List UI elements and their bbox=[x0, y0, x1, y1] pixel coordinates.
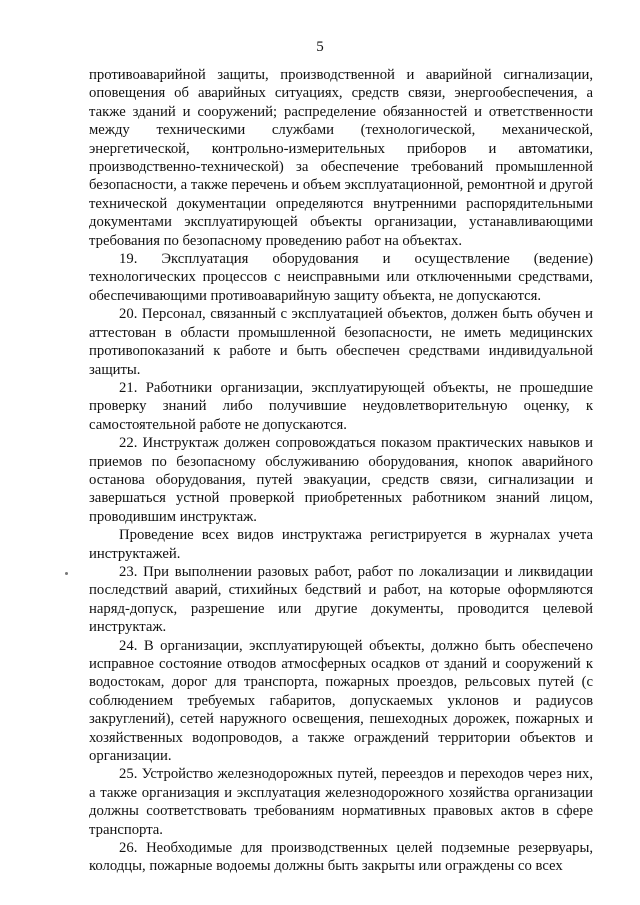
paragraph-23: 23. При выполнении разовых работ, работ по локализации и ликвидации последствий аварий, стихийных бедствий и работ, на которые оформляются наряд-допуск, разрешение или другие документы, проводится целевой инструктаж. bbox=[89, 563, 593, 636]
scan-speck bbox=[65, 572, 68, 575]
paragraph-22-note: Проведение всех видов инструктажа регистрируется в журналах учета инструктажей. bbox=[89, 527, 593, 562]
paragraph-25: 25. Устройство железнодорожных путей, переездов и переходов через них, а также организация и эксплуатация железнодорожного хозяйства организации должны соответствовать требованиям нормативных правовых актов в сфере транспорта. bbox=[89, 766, 593, 838]
paragraph-21: 21. Работники организации, эксплуатирующей объекты, не прошедшие проверку знаний либо получившие неудовлетворительную оценку, к самостоятельной работе не допускаются. bbox=[89, 379, 593, 433]
document-body bbox=[89, 66, 593, 876]
paragraph-24: 24. В организации, эксплуатирующей объекты, должно быть обеспечено исправное состояние отводов атмосферных осадков от зданий и сооружений к водостокам, дорог для транспорта, пожарных проездов, рельсовых путей (с соблюдением требуемых габаритов, допускаемых уклонов и радиусов закруглений), сетей наружного освещения, пешеходных дорожек, пожарных и хозяйственных водопроводов, а также ограждений территории объектов и организации. bbox=[89, 637, 593, 765]
paragraph-26: 26. Необходимые для производственных целей подземные резервуары, колодцы, пожарные водоемы должны быть закрыты или ограждены со всех bbox=[89, 840, 593, 875]
paragraph-22: 22. Инструктаж должен сопровождаться показом практических навыков и приемов по безопасному обслуживанию оборудования, кнопок аварийного останова оборудования, путей эвакуации, средств связи, сигнализации и завершаться устной проверкой приобретенных работником знаний лицом, проводившим инструктаж. bbox=[89, 435, 593, 525]
paragraph-continuation: противоаварийной защиты, производственной и аварийной сигнализации, оповещения об аварийных ситуациях, средств связи, энергообеспечения, а также зданий и сооружений; распределение обязанностей и ответственности между техническими службами (технологической, механической, энергетической, контрольно-измерительных приборов и автоматики, производственно-технической) за обеспечение требований промышленной безопасности, а также перечень и объем эксплуатационной, ремонтной и другой технической документации определяются внутренними распорядительными документами эксплуатирующей объекты организации, устанавливающими требования по безопасному проведению работ на объектах. bbox=[89, 67, 593, 249]
paragraph-19: 19. Эксплуатация оборудования и осуществление (ведение) технологических процессов с неисправными или отключенными средствами, обеспечивающими противоаварийную защиту объекта, не допускаются. bbox=[89, 251, 593, 304]
page-number: 5 bbox=[316, 39, 324, 55]
paragraph-20: 20. Персонал, связанный с эксплуатацией объектов, должен быть обучен и аттестован в области промышленной безопасности, не иметь медицинских противопоказаний к работе и быть обеспечен средствами индивидуальной защиты. bbox=[89, 306, 593, 378]
